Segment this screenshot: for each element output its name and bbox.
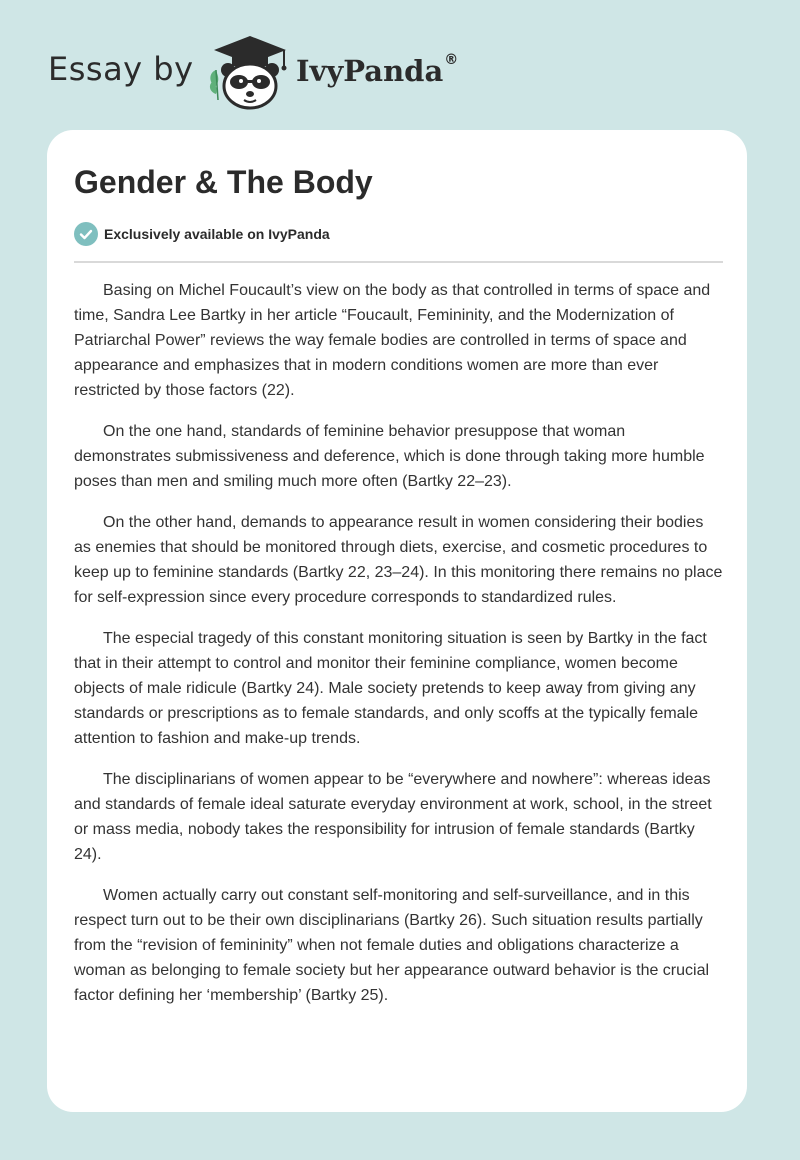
check-circle-icon [74,222,98,246]
exclusive-badge-label: Exclusively available on IvyPanda [104,226,330,242]
essay-by-label: Essay by [48,50,194,88]
site-header [48,34,548,114]
paragraph: The disciplinarians of women appear to be “everywhere and nowhere”: whereas ideas and standards of female ideal saturate everyday environment at work, school, in the street or mass media, nobody takes the responsibility for intrusion of female standards (Bartky 24). [74,771,712,863]
divider [74,261,723,263]
essay-body [74,278,723,1024]
paragraph: Basing on Michel Foucault’s view on the body as that controlled in terms of space and time, Sandra Lee Bartky in her article “Foucault, Femininity, and the Modernization of Patriarchal Power” reviews the way female bodies are controlled in terms of space and appearance and emphasizes that in modern conditions women are more than ever restricted by those factors (22). [74,282,711,399]
essay-card [47,130,747,1112]
paragraph: On the other hand, demands to appearance result in women considering their bodies as enemies that should be monitored through diets, exercise, and cosmetic procedures to keep up to feminine standards (Bartky 22, 23–24). In this monitoring there remains no place for self-expression since every procedure corresponds to standardized rules. [74,514,723,606]
exclusive-badge [74,222,330,246]
panda-logo-icon[interactable] [204,34,294,110]
paragraph: On the one hand, standards of feminine behavior presuppose that woman demonstrates submissiveness and deference, which is done through taking more humble poses than men and smiling much more often (Bartky 22–23). [74,423,705,490]
registered-mark: ® [444,52,459,68]
brand-name[interactable]: IvyPanda® [296,52,459,88]
paragraph: Women actually carry out constant self-monitoring and self-surveillance, and in this respect turn out to be their own disciplinarians (Bartky 26). Such situation results partially from the “revision of femininity” when not female duties and obligations characterize a woman as belonging to female society but her appearance outward behavior is the crucial factor defining her ‘membership’ (Bartky 25). [74,887,710,1004]
paragraph: The especial tragedy of this constant monitoring situation is seen by Bartky in the fact that in their attempt to control and monitor their feminine compliance, women become objects of male ridicule (Bartky 24). Male society pretends to keep away from giving any standards or prescriptions as to female standards, and only scoffs at the typically female attention to fashion and make-up trends. [74,630,707,747]
page-title: Gender & The Body [74,164,373,200]
